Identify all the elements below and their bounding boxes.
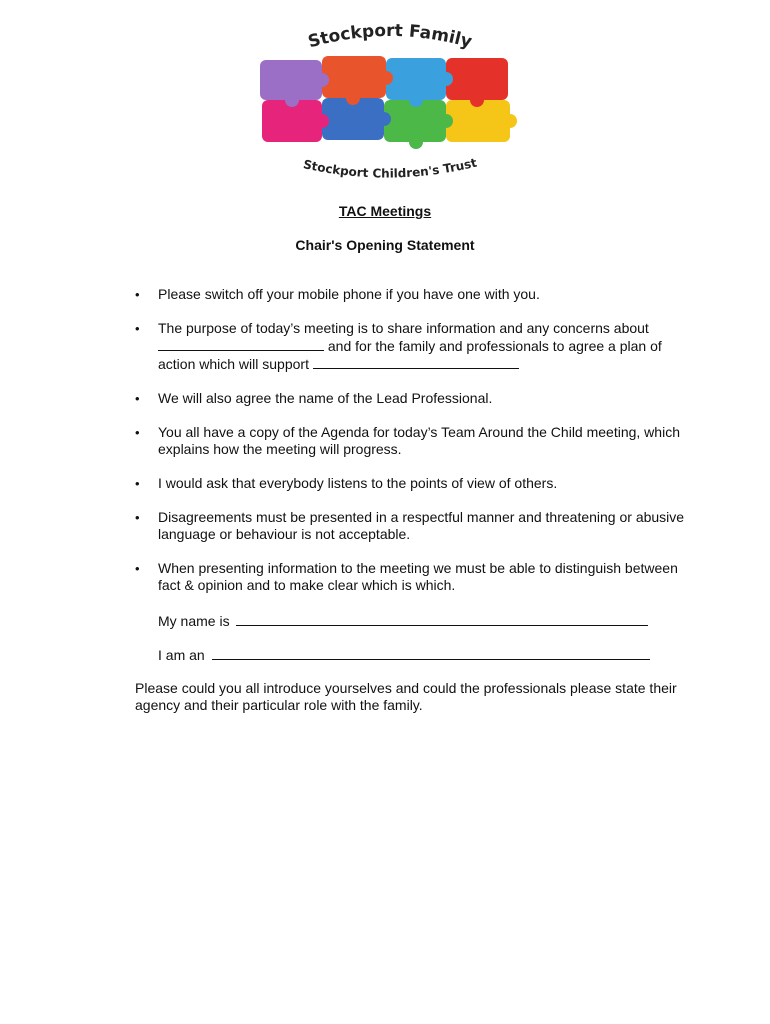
logo-top-text: Stockport Family (306, 22, 475, 53)
puzzle-logo-graphic (250, 22, 530, 192)
statement-list (135, 286, 695, 611)
list-item (135, 424, 695, 458)
role-label: I am an (158, 647, 205, 663)
support-blank-field[interactable] (313, 355, 519, 369)
svg-text:Stockport Children's Trust (302, 156, 479, 181)
name-blank-field[interactable] (236, 612, 648, 626)
list-item (135, 390, 695, 407)
name-label: My name is (158, 613, 230, 629)
role-field-row (158, 646, 650, 664)
list-item (135, 286, 695, 303)
name-field-row (158, 612, 648, 630)
closing-paragraph: Please could you all introduce yourselves and could the professionals please state their agency and their particular role with the family. (135, 680, 677, 713)
bullet-text: You all have a copy of the Agenda for today’s Team Around the Child meeting, which explains how the meeting will progress. (158, 424, 680, 457)
list-item (135, 560, 695, 594)
bullet-text: and for the family and professionals to agree a plan of action which will support (158, 338, 662, 372)
page-subtitle: Chair's Opening Statement (295, 237, 475, 253)
about-blank-field[interactable] (158, 337, 324, 351)
puzzle-pieces (260, 56, 517, 149)
bullet-text: The purpose of today’s meeting is to share information and any concerns about (158, 320, 649, 336)
list-item (135, 509, 695, 543)
bullet-text: Disagreements must be presented in a respectful manner and threatening or abusive language or behaviour is not acceptable. (158, 509, 685, 542)
stockport-family-logo (250, 22, 530, 192)
svg-text:Stockport Family (306, 22, 474, 52)
bullet-text: Please switch off your mobile phone if you have one with you. (158, 286, 540, 302)
list-item (135, 320, 695, 373)
logo-bottom-text: Stockport Children's Trust (301, 155, 479, 181)
bullet-text: I would ask that everybody listens to the points of view of others. (158, 475, 558, 491)
list-item (135, 475, 695, 492)
bullet-text: We will also agree the name of the Lead Professional. (158, 390, 493, 406)
role-blank-field[interactable] (212, 646, 650, 660)
bullet-text: When presenting information to the meeting we must be able to distinguish between fact & opinion and to make clear which is which. (158, 560, 678, 593)
page-title: TAC Meetings (338, 203, 432, 219)
